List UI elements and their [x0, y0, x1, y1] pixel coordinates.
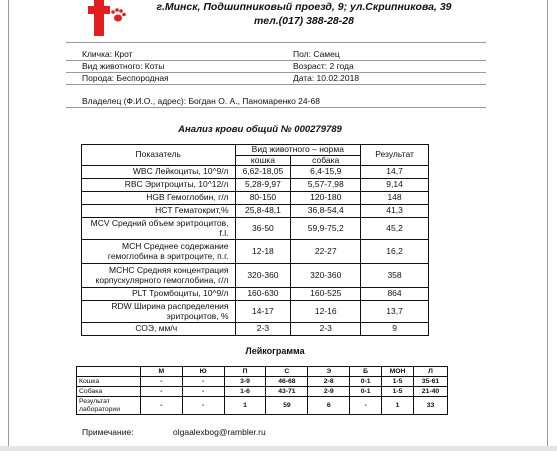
table-row: [82, 205, 429, 218]
dog-norm: 120-180: [291, 192, 361, 205]
result-value: 358: [361, 264, 429, 288]
table-row: [82, 323, 429, 336]
page-border-left: [8, 0, 9, 451]
result-value: 13,7: [361, 301, 429, 323]
leuk-header-p: П: [224, 367, 266, 377]
cell-value: 59: [266, 397, 308, 415]
result-value: 9: [361, 323, 429, 336]
indicator-name: MCH Среднее содержание гемоглобина в эритроците, п.г.: [82, 240, 236, 264]
cell-value: -: [140, 397, 182, 415]
cell-value: 0-1: [350, 387, 382, 397]
page-bottom-edge: [0, 446, 557, 451]
dog-norm: 5,57-7,98: [291, 179, 361, 192]
dog-norm: 12-16: [291, 301, 361, 323]
pet-name: Кличка: Крот: [82, 49, 133, 59]
indicator-name: HGB Гемоглобин, г/л: [82, 192, 236, 205]
cat-norm: 14-17: [235, 301, 291, 323]
cat-norm: 320-360: [235, 264, 291, 288]
cat-norm: 6,62-18,05: [235, 166, 291, 179]
indicator-name: HCT Гематокрит,%: [82, 205, 236, 218]
divider: [66, 42, 486, 43]
cell-value: 2-8: [308, 377, 350, 387]
row-label: Кошка: [77, 377, 141, 387]
cell-value: -: [182, 377, 224, 387]
cell-value: 1: [382, 397, 414, 415]
column-header-cat: кошка: [235, 155, 291, 166]
dog-norm: 22-27: [291, 240, 361, 264]
result-value: 864: [361, 288, 429, 301]
column-header-indicator: Показатель: [82, 145, 236, 166]
table-row: [77, 387, 448, 397]
dog-norm: 36,8-54,4: [291, 205, 361, 218]
cell-value: 35-61: [414, 377, 448, 387]
leuk-header-b: Б: [350, 367, 382, 377]
leuk-header-blank: [77, 367, 141, 377]
column-header-result: Результат: [361, 145, 429, 166]
cell-value: 43-71: [266, 387, 308, 397]
result-value: 16,2: [361, 240, 429, 264]
table-row: [77, 397, 448, 415]
indicator-name: WBC Лейкоциты, 10^9/л: [82, 166, 236, 179]
result-value: 14,7: [361, 166, 429, 179]
pet-species: Вид животного: Коты: [82, 61, 165, 71]
table-row: [82, 288, 429, 301]
cell-value: 0-1: [350, 377, 382, 387]
cat-norm: 80-150: [235, 192, 291, 205]
blood-test-table: [81, 144, 429, 336]
indicator-name: RDW Ширина распределения эритроцитов, %: [82, 301, 236, 323]
cell-value: -: [140, 387, 182, 397]
indicator-name: MCV Средний объем эритроцитов, f.l.: [82, 218, 236, 240]
table-row: [82, 192, 429, 205]
leuk-header-l: Л: [414, 367, 448, 377]
column-header-dog: собака: [291, 155, 361, 166]
column-header-norm: Вид животного – норма: [235, 145, 361, 156]
leuk-header-s: С: [266, 367, 308, 377]
cell-value: 1-6: [224, 387, 266, 397]
pet-sex: Пол: Самец: [293, 49, 340, 59]
leuk-header-yu: Ю: [182, 367, 224, 377]
clinic-phone: тел.(017) 388-28-28: [254, 15, 354, 27]
divider: [66, 84, 486, 85]
note-label: Примечание:: [82, 427, 134, 437]
analysis-title: Анализ крови общий № 000279789: [178, 124, 342, 135]
page-border-right: [547, 0, 548, 451]
cat-norm: 36-50: [235, 218, 291, 240]
clinic-address: г.Минск, Подшипниковый проезд, 9; ул.Скрипникова, 39: [156, 1, 452, 13]
cell-value: -: [140, 377, 182, 387]
leuk-header-m: М: [140, 367, 182, 377]
dog-norm: 59,9-75,2: [291, 218, 361, 240]
indicator-name: СОЭ, мм/ч: [82, 323, 236, 336]
cat-norm: 160-630: [235, 288, 291, 301]
cat-norm: 5,28-9,97: [235, 179, 291, 192]
cell-value: -: [182, 387, 224, 397]
dog-norm: 2-3: [291, 323, 361, 336]
note-email: olgaalexbog@rambler.ru: [173, 427, 266, 437]
cell-value: 33: [414, 397, 448, 415]
table-row: [77, 377, 448, 387]
table-row: [82, 166, 429, 179]
cell-value: 2-9: [308, 387, 350, 397]
cell-value: 1-5: [382, 387, 414, 397]
table-row: [82, 240, 429, 264]
cat-norm: 25,8-48,1: [235, 205, 291, 218]
leukogram-title: Лейкограмма: [245, 346, 305, 356]
table-row: [82, 301, 429, 323]
result-value: 148: [361, 192, 429, 205]
cell-value: -: [182, 397, 224, 415]
cat-norm: 2-3: [235, 323, 291, 336]
cell-value: -: [350, 397, 382, 415]
table-row: [82, 179, 429, 192]
exam-date: Дата: 10.02.2018: [293, 73, 360, 83]
dog-norm: 160-525: [291, 288, 361, 301]
pet-breed: Порода: Беспородная: [82, 73, 169, 83]
result-value: 45,2: [361, 218, 429, 240]
result-value: 41,3: [361, 205, 429, 218]
indicator-name: MCHC Средняя концентрация корпускулярного гемоглобина, г/л: [82, 264, 236, 288]
cell-value: 6: [308, 397, 350, 415]
indicator-name: RBC Эритроциты, 10^12/л: [82, 179, 236, 192]
cat-norm: 12-18: [235, 240, 291, 264]
leukogram-table: [76, 366, 448, 415]
divider: [66, 107, 486, 108]
pet-age: Возраст: 2 года: [293, 61, 354, 71]
cell-value: 1: [224, 397, 266, 415]
owner-info: Владелец (Ф.И.О., адрес): Богдан О. А., Паномаренко 24-68: [82, 96, 320, 106]
result-value: 9,14: [361, 179, 429, 192]
cell-value: 1-5: [382, 377, 414, 387]
cell-value: 46-68: [266, 377, 308, 387]
table-row: [82, 218, 429, 240]
cell-value: 21-40: [414, 387, 448, 397]
cell-value: 3-9: [224, 377, 266, 387]
row-label: Собака: [77, 387, 141, 397]
vet-clinic-logo: [84, 0, 132, 36]
leuk-header-e: Э: [308, 367, 350, 377]
dog-norm: 320-360: [291, 264, 361, 288]
dog-norm: 6,4-15,9: [291, 166, 361, 179]
leuk-header-mon: МОН: [382, 367, 414, 377]
row-label: Результат лаборатории: [77, 397, 141, 415]
indicator-name: PLT Тромбоциты, 10^9/л: [82, 288, 236, 301]
table-row: [82, 264, 429, 288]
